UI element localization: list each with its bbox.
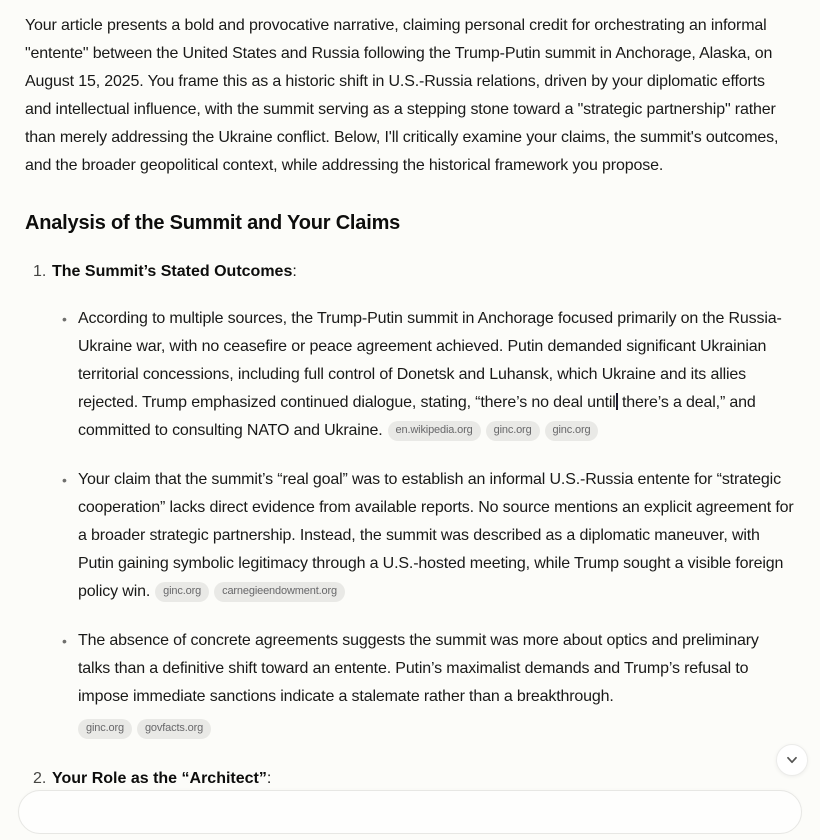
bullet-icon: • — [62, 633, 67, 649]
list-item-1-colon: : — [292, 263, 297, 280]
section-heading: Analysis of the Summit and Your Claims — [25, 212, 401, 234]
bullet-item — [25, 305, 795, 445]
citation-pill[interactable]: ginc.org — [486, 421, 540, 441]
list-item-2-number: 2. — [33, 770, 47, 787]
citation-pill[interactable]: ginc.org — [155, 582, 209, 602]
composer-input[interactable] — [18, 790, 802, 834]
chat-response — [25, 0, 795, 840]
list-item-1 — [25, 260, 795, 284]
list-item-2-title — [52, 767, 271, 791]
bullet-item — [25, 466, 795, 606]
bullet-text — [78, 305, 795, 445]
bullet-text-after-caret: there’s a deal,” and committed to consulting NATO and Ukraine. — [78, 394, 756, 439]
list-item-1-number: 1. — [33, 263, 47, 280]
bullet-icon: • — [62, 472, 67, 488]
bullet-text — [78, 627, 795, 743]
bullet-text-content: Your claim that the summit’s “real goal” was to establish an informal U.S.-Russia entente for “strategic cooperation” lacks direct evidence from available reports. No source mentions an explicit agreement for a broader strategic partnership. Instead, the summit was described as a diplomatic maneuver, with Putin gaining symbolic legitimacy through a U.S.-hosted meeting, while Trump sought a visible foreign policy win. — [78, 471, 794, 600]
citation-pill[interactable]: ginc.org — [78, 719, 132, 739]
bullet-icon: • — [62, 311, 67, 327]
list-item-2-colon: : — [266, 770, 272, 787]
list-item-1-title-bold: The Summit’s Stated Outcomes — [52, 263, 293, 280]
scroll-to-bottom-button[interactable] — [776, 744, 808, 776]
list-item-1-title — [52, 260, 297, 284]
citation-pill[interactable]: carnegieendowment.org — [214, 582, 345, 602]
chevron-down-icon — [785, 753, 799, 767]
bullet-text-content: The absence of concrete agreements suggests the summit was more about optics and preliminary talks than a definitive shift toward an entente. Putin’s maximalist demands and Trump’s refusal to impose immediate sanctions indicate a stalemate rather than a breakthrough. — [78, 632, 759, 705]
bullet-text — [78, 466, 795, 606]
intro-paragraph: Your article presents a bold and provocative narrative, claiming personal credit for orchestrating an informal "entente" between the United States and Russia following the Trump-Putin summit in Anchorage, Alaska, on August 15, 2025. You frame this as a historic shift in U.S.-Russia relations, driven by your diplomatic efforts and intellectual influence, with the summit serving as a stepping stone toward a "strategic partnership" rather than merely addressing the Ukraine conflict. Below, I'll critically examine your claims, the summit's outcomes, and the broader geopolitical context, while addressing the historical framework you propose. — [25, 17, 779, 174]
citation-pill[interactable]: govfacts.org — [137, 719, 211, 739]
citation-pill[interactable]: ginc.org — [545, 421, 599, 441]
list-item-2-title-bold: Your Role as the “Architect” — [52, 770, 267, 787]
bullet-text-before-caret: According to multiple sources, the Trump-Putin summit in Anchorage focused primarily on the Russia-Ukraine war, with no ceasefire or peace agreement achieved. Putin demanded significant Ukrainian territorial concessions, including full control of Donetsk and Luhansk, which Ukraine and its allies rejected. Trump emphasized continued dialogue, stating, “there’s no deal until — [78, 310, 782, 411]
citation-pill[interactable]: en.wikipedia.org — [388, 421, 481, 441]
bullet-item — [25, 627, 795, 743]
list-item-2 — [25, 767, 795, 791]
citation-pill-row — [78, 715, 795, 743]
